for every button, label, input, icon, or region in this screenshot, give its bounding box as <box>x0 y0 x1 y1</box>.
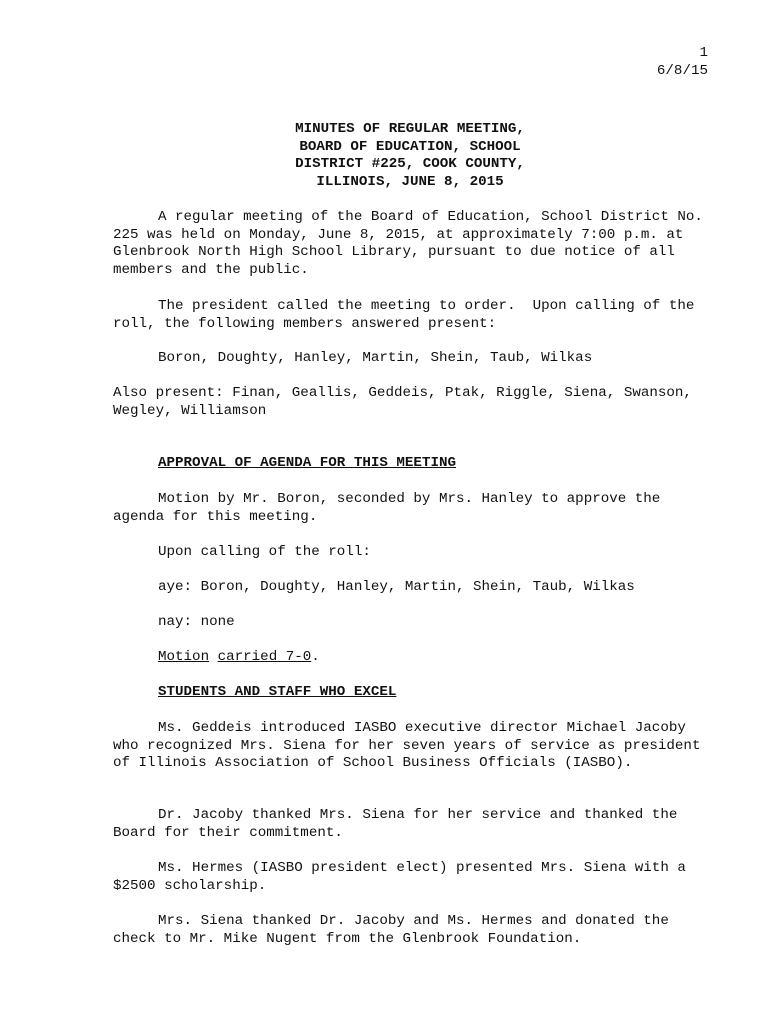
motion-word: Motion <box>158 649 210 665</box>
call-to-order-paragraph: The president called the meeting to order. Upon calling of the roll, the following members answered present: <box>113 298 703 332</box>
title-line-1: MINUTES OF REGULAR MEETING, <box>295 121 525 137</box>
agenda-heading: APPROVAL OF AGENDA FOR THIS MEETING <box>158 455 456 471</box>
agenda-aye-vote: aye: Boron, Doughty, Hanley, Martin, Shein, Taub, Wilkas <box>158 579 635 595</box>
students-paragraph-2: Dr. Jacoby thanked Mrs. Siena for her service and thanked the Board for their commitment. <box>113 807 686 841</box>
document-title <box>0 121 770 191</box>
page-header <box>657 45 708 80</box>
page-number: 1 <box>699 45 708 61</box>
agenda-roll-call: Upon calling of the roll: <box>158 544 371 560</box>
students-paragraph-4: Mrs. Siena thanked Dr. Jacoby and Ms. Hermes and donated the check to Mr. Mike Nugent from the Glenbrook Foundation. <box>113 913 678 947</box>
vote-count: 7-0 <box>277 649 312 665</box>
title-line-2: BOARD OF EDUCATION, SCHOOL <box>299 138 521 155</box>
students-heading: STUDENTS AND STAFF WHO EXCEL <box>158 684 397 700</box>
agenda-motion: Motion by Mr. Boron, seconded by Mrs. Hanley to approve the agenda for this meeting. <box>113 491 669 525</box>
also-present: Also present: Finan, Geallis, Geddeis, Ptak, Riggle, Siena, Swanson, Wegley, Williamson <box>113 385 701 419</box>
carried-word: carried <box>217 649 278 665</box>
members-present: Boron, Doughty, Hanley, Martin, Shein, Taub, Wilkas <box>158 350 593 366</box>
title-line-3: DISTRICT #225, COOK COUNTY, <box>295 156 525 173</box>
intro-paragraph: A regular meeting of the Board of Education, School District No. 225 was held on Monday, June 8, 2015, at approximately 7:00 p.m. at Glenbrook North High School Library, pursuant to due notice of all members and the public. <box>113 209 712 278</box>
header-date: 6/8/15 <box>656 62 708 79</box>
agenda-motion-result <box>113 649 713 667</box>
result-period: . <box>311 649 320 665</box>
agenda-nay-vote: nay: none <box>158 614 235 630</box>
carried-phrase <box>218 649 312 665</box>
students-paragraph-3: Ms. Hermes (IASBO president elect) presented Mrs. Siena with a $2500 scholarship. <box>113 860 695 894</box>
title-line-4: ILLINOIS, JUNE 8, 2015 <box>316 173 504 190</box>
students-paragraph-1: Ms. Geddeis introduced IASBO executive director Michael Jacoby who recognized Mrs. Siena for her seven years of service as president of Illinois Association of School Business Officials (IASBO). <box>113 720 709 772</box>
